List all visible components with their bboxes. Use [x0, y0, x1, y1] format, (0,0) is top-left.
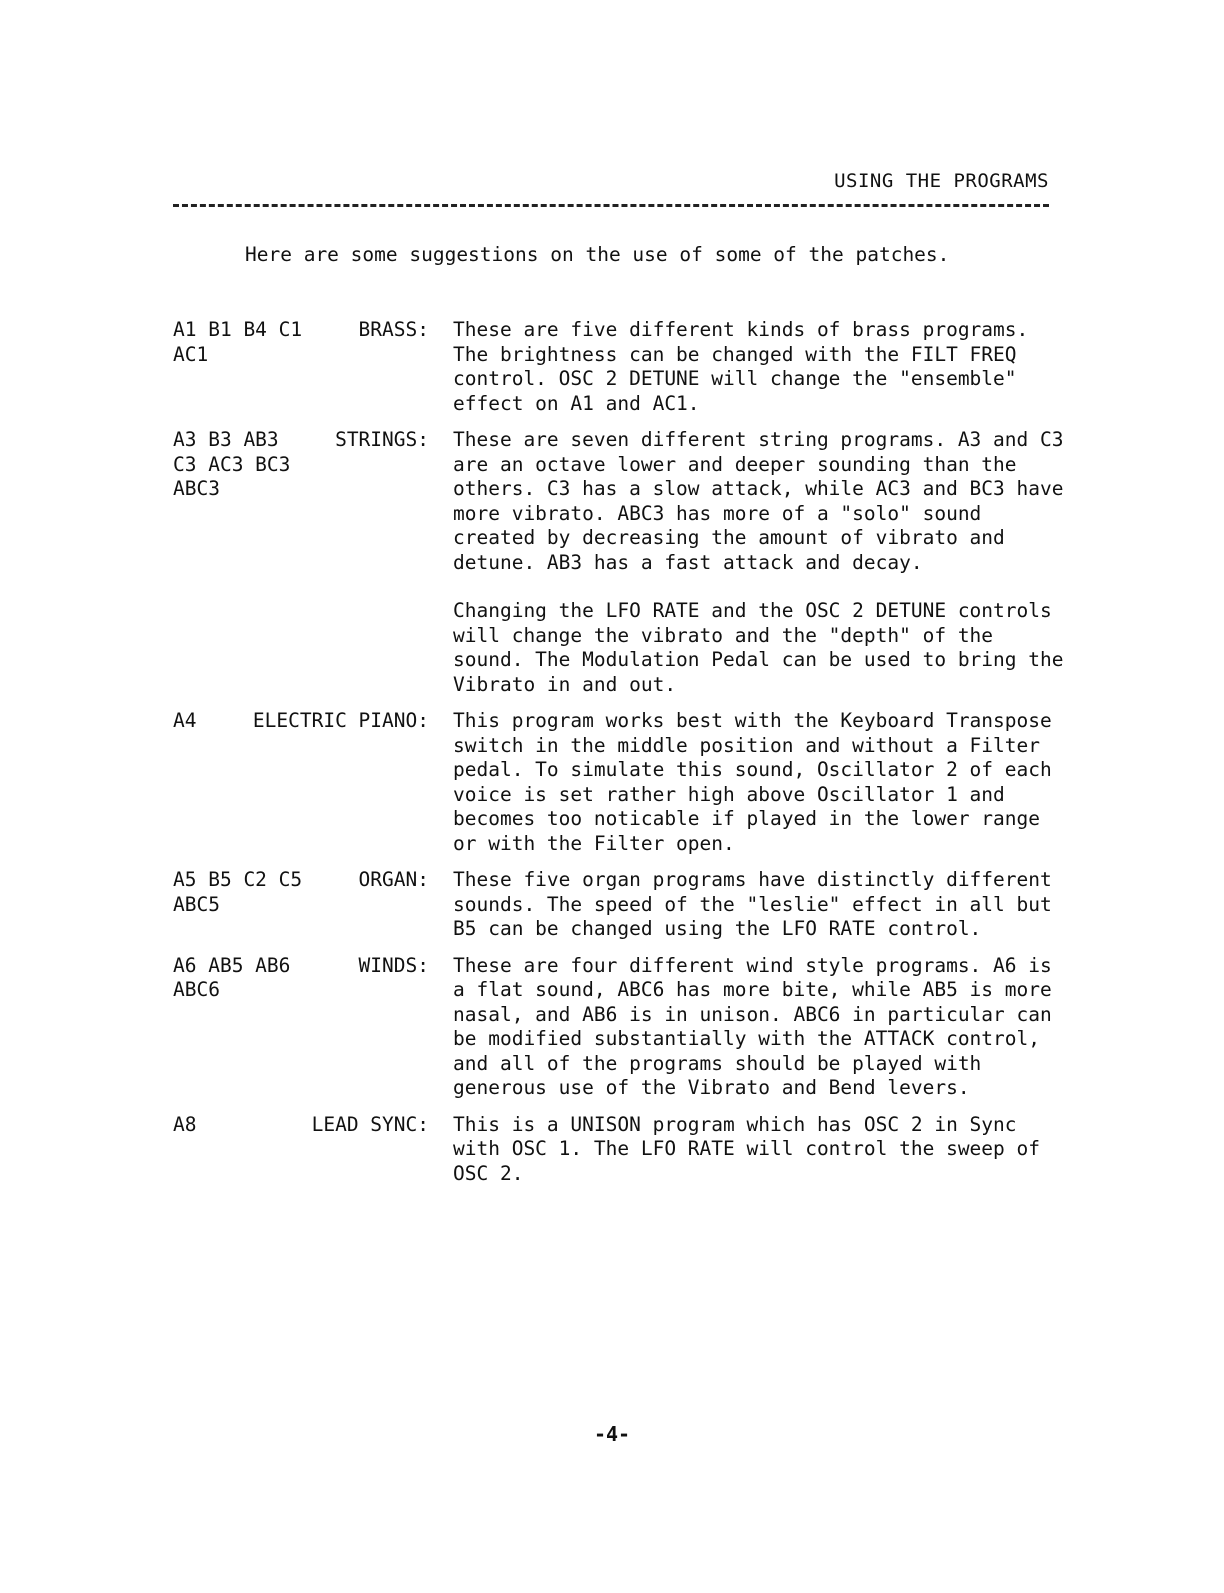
patch-code-line: A6 AB5 AB6 — [173, 953, 291, 977]
patch-entry — [173, 868, 1073, 942]
patch-code-line: ABC3 — [173, 477, 220, 500]
patch-code-line: ABC6 — [173, 978, 220, 1001]
patch-code-line: A3 B3 AB3 — [173, 428, 279, 451]
patch-description — [453, 1113, 1073, 1187]
patch-category: WINDS: — [358, 953, 429, 977]
patch-entry — [173, 954, 1073, 1101]
header-divider — [173, 204, 1049, 207]
description-paragraph: This program works best with the Keyboard Transpose switch in the middle position and without a Filter pedal. To simulate this sound, Oscillator 2 of each voice is set rather high above Oscillator 1 and becomes too noticable if played in the lower range or with the Filter open. — [453, 709, 1052, 855]
patch-entries — [173, 318, 1073, 1198]
patch-category: ELECTRIC PIANO: — [252, 709, 429, 732]
patch-entry — [173, 318, 1073, 416]
page-number: -4- — [593, 1422, 631, 1446]
patch-description — [453, 428, 1073, 697]
page-header: USING THE PROGRAMS — [834, 170, 1049, 192]
patch-description — [453, 954, 1073, 1101]
description-paragraph: These are seven different string programs. A3 and C3 are an octave lower and deeper sounding than the others. C3 has a slow attack, while AC3 and BC3 have more vibrato. ABC3 has more of a "solo" sound created by decreasing the amount of vibrato and detune. AB3 has a fast attack and decay. — [453, 428, 1064, 574]
patch-code-line: C3 AC3 BC3 — [173, 452, 291, 476]
description-paragraph: These five organ programs have distinctly different sounds. The speed of the "leslie" effect in all but B5 can be changed using the LFO RATE control. — [453, 868, 1052, 940]
description-paragraph: This is a UNISON program which has OSC 2 in Sync with OSC 1. The LFO RATE will control the sweep of OSC 2. — [453, 1112, 1040, 1185]
patch-code-line: A1 B1 B4 C1 — [173, 318, 303, 341]
intro-text: Here are some suggestions on the use of some of the patches. — [245, 243, 950, 266]
patch-code-line: ABC5 — [173, 892, 220, 916]
patch-category: STRINGS: — [335, 428, 429, 451]
patch-code-line: A8 — [173, 1112, 197, 1136]
description-paragraph: These are five different kinds of brass programs. The brightness can be changed with the FILT FREQ control. OSC 2 DETUNE will change the "ensemble" effect on A1 and AC1. — [453, 318, 1029, 415]
patch-category: BRASS: — [358, 318, 429, 341]
patch-category: ORGAN: — [358, 868, 429, 891]
patch-entry — [173, 709, 1073, 856]
patch-description — [453, 318, 1073, 416]
patch-entry — [173, 428, 1073, 697]
patch-code-line: A4 — [173, 709, 197, 732]
patch-code-line: AC1 — [173, 342, 209, 366]
description-paragraph: Changing the LFO RATE and the OSC 2 DETUNE controls will change the vibrato and the "depth" of the sound. The Modulation Pedal can be used to bring the Vibrato in and out. — [453, 599, 1064, 696]
patch-code-line: A5 B5 C2 C5 — [173, 868, 303, 891]
description-paragraph: These are four different wind style programs. A6 is a flat sound, ABC6 has more bite, while AB5 is more nasal, and AB6 is in unison. ABC6 in particular can be modified substantially with the ATTACK control, and all of the programs should be played with generous use of the Vibrato and Bend levers. — [453, 953, 1052, 1099]
patch-entry — [173, 1113, 1073, 1187]
patch-description — [453, 709, 1073, 856]
patch-category: LEAD SYNC: — [311, 1112, 429, 1136]
patch-description — [453, 868, 1073, 942]
